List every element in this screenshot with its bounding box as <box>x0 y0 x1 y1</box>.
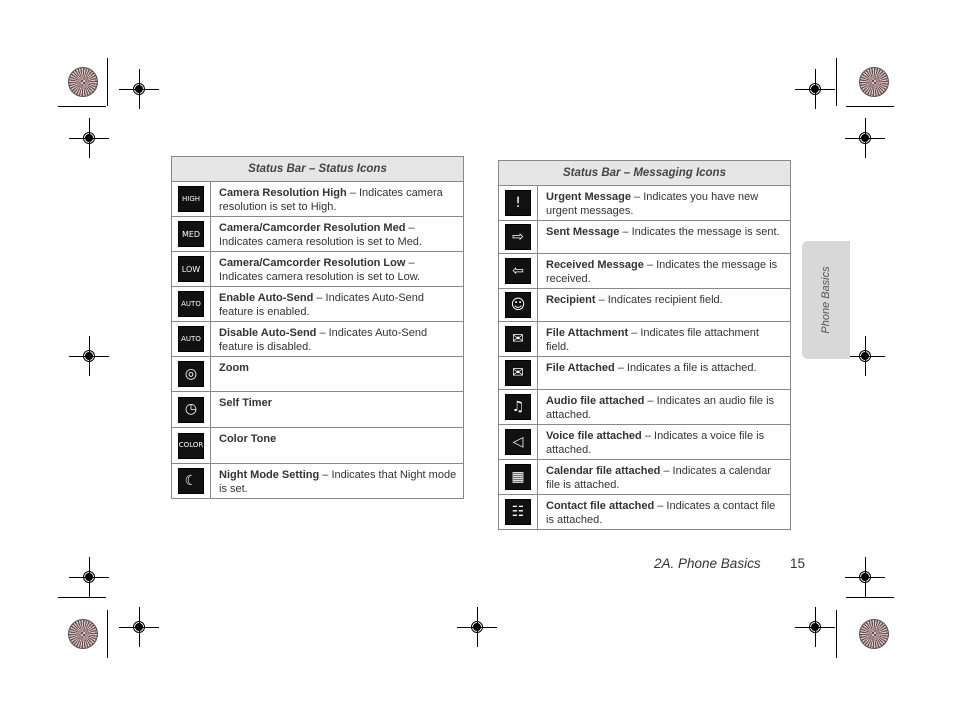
term-description: – Indicates a calendar file is attached. <box>546 465 772 491</box>
status-glyph-icon: MED <box>178 221 204 247</box>
crosshair-icon <box>69 336 109 376</box>
term-description: – Indicates camera resolution is set to High. <box>219 187 443 213</box>
description-cell <box>211 182 464 217</box>
table-header: Status Bar – Messaging Icons <box>499 161 791 186</box>
term-label: Color Tone <box>219 433 277 445</box>
icon-cell <box>172 464 211 499</box>
crosshair-icon <box>795 607 835 647</box>
description-cell <box>211 428 464 464</box>
status-glyph-icon: COLOR <box>178 433 204 459</box>
term-label: Sent Message <box>546 226 620 238</box>
crosshair-icon <box>845 557 885 597</box>
description-cell <box>211 287 464 322</box>
icon-cell <box>499 495 538 530</box>
term-description: – Indicates camera resolution is set to Low. <box>219 257 421 283</box>
status-glyph-icon: ✉ <box>505 326 531 352</box>
icon-cell <box>499 322 538 357</box>
icon-cell <box>172 392 211 428</box>
description-cell <box>538 460 791 495</box>
status-glyph-icon: ⇦ <box>505 258 531 284</box>
status-glyph-icon: LOW <box>178 256 204 282</box>
crosshair-icon <box>119 607 159 647</box>
table-row <box>499 425 791 460</box>
status-glyph-icon: ⇨ <box>505 224 531 250</box>
registration-disc-icon <box>859 619 889 649</box>
table-row <box>499 186 791 221</box>
term-label: Camera/Camcorder Resolution Med <box>219 222 406 234</box>
table-row <box>499 390 791 425</box>
status-glyph-icon: ♫ <box>505 394 531 420</box>
table-row <box>172 322 464 357</box>
registration-disc-icon <box>68 619 98 649</box>
term-label: Disable Auto-Send <box>219 327 317 339</box>
term-label: Audio file attached <box>546 395 645 407</box>
term-description: – Indicates a contact file is attached. <box>546 500 776 526</box>
registration-disc-icon <box>68 67 98 97</box>
icon-cell <box>499 221 538 254</box>
term-description: – Indicates that Night mode is set. <box>219 469 457 495</box>
status-glyph-icon: ☷ <box>505 499 531 525</box>
term-description: – Indicates you have new urgent messages. <box>546 191 759 217</box>
description-cell <box>538 357 791 390</box>
side-tab-label: Phone Basics <box>820 266 832 334</box>
table-row <box>172 252 464 287</box>
table-row <box>172 357 464 392</box>
table-row <box>172 182 464 217</box>
description-cell <box>211 322 464 357</box>
icon-cell <box>499 186 538 221</box>
crosshair-icon <box>457 607 497 647</box>
term-label: Contact file attached <box>546 500 655 512</box>
table-row <box>499 289 791 322</box>
icon-cell <box>499 460 538 495</box>
crosshair-icon <box>69 118 109 158</box>
term-label: Received Message <box>546 259 644 271</box>
icon-cell <box>499 425 538 460</box>
table-header: Status Bar – Status Icons <box>172 157 464 182</box>
description-cell <box>211 357 464 392</box>
description-cell <box>538 221 791 254</box>
table-row <box>499 254 791 289</box>
footer-section-title: 2A. Phone Basics <box>654 556 761 571</box>
term-label: File Attached <box>546 362 615 374</box>
page-number: 15 <box>790 556 806 571</box>
description-cell <box>211 392 464 428</box>
registration-disc-icon <box>859 67 889 97</box>
crosshair-icon <box>795 69 835 109</box>
description-cell <box>211 464 464 499</box>
description-cell <box>211 252 464 287</box>
term-description: – Indicates Auto-Send feature is enabled. <box>219 292 425 318</box>
term-label: Night Mode Setting <box>219 469 320 481</box>
table-row <box>499 322 791 357</box>
status-glyph-icon: HIGH <box>178 186 204 212</box>
section-side-tab <box>802 241 850 359</box>
term-description: – Indicates a voice file is attached. <box>546 430 765 456</box>
description-cell <box>538 186 791 221</box>
status-glyph-icon: AUTO <box>178 291 204 317</box>
status-glyph-icon: ◁ <box>505 429 531 455</box>
icon-cell <box>172 322 211 357</box>
term-label: File Attachment <box>546 327 629 339</box>
term-label: Urgent Message <box>546 191 631 203</box>
description-cell <box>538 390 791 425</box>
status-glyph-icon: ▦ <box>505 464 531 490</box>
table-row <box>499 495 791 530</box>
status-glyph-icon: ☾ <box>178 468 204 494</box>
table-row <box>172 287 464 322</box>
description-cell <box>538 425 791 460</box>
term-description: – Indicates the message is sent. <box>619 226 780 238</box>
icon-cell <box>499 289 538 322</box>
status-glyph-icon: ◎ <box>178 361 204 387</box>
term-label: Camera Resolution High <box>219 187 347 199</box>
crosshair-icon <box>845 336 885 376</box>
icon-cell <box>172 182 211 217</box>
icon-cell <box>499 390 538 425</box>
term-label: Enable Auto-Send <box>219 292 314 304</box>
term-label: Zoom <box>219 362 249 374</box>
status-glyph-icon: ! <box>505 190 531 216</box>
table-row <box>499 221 791 254</box>
status-glyph-icon: ◷ <box>178 397 204 423</box>
icon-cell <box>172 428 211 464</box>
crosshair-icon <box>119 69 159 109</box>
table-row <box>172 392 464 428</box>
status-glyph-icon: ☺ <box>505 292 531 318</box>
term-description: – Indicates recipient field. <box>595 294 723 306</box>
crosshair-icon <box>69 557 109 597</box>
term-description: – Indicates Auto-Send feature is disabled. <box>219 327 428 353</box>
description-cell <box>538 495 791 530</box>
icon-cell <box>172 287 211 322</box>
term-label: Camera/Camcorder Resolution Low <box>219 257 406 269</box>
icon-cell <box>172 357 211 392</box>
status-glyph-icon: ✉ <box>505 360 531 386</box>
icon-cell <box>499 254 538 289</box>
icon-cell <box>499 357 538 390</box>
term-description: – Indicates file attachment field. <box>546 327 759 353</box>
messaging-icons-table <box>498 160 791 530</box>
table-row <box>172 217 464 252</box>
term-description: – Indicates a file is attached. <box>614 362 757 374</box>
term-label: Recipient <box>546 294 596 306</box>
icon-cell <box>172 217 211 252</box>
description-cell <box>538 322 791 357</box>
description-cell <box>538 254 791 289</box>
term-label: Self Timer <box>219 397 272 409</box>
status-icons-table <box>171 156 464 499</box>
description-cell <box>538 289 791 322</box>
table-row <box>172 428 464 464</box>
table-row <box>499 357 791 390</box>
term-label: Calendar file attached <box>546 465 661 477</box>
icon-cell <box>172 252 211 287</box>
table-row <box>499 460 791 495</box>
term-description: – Indicates camera resolution is set to Med. <box>219 222 422 248</box>
term-label: Voice file attached <box>546 430 642 442</box>
status-glyph-icon: AUTO <box>178 326 204 352</box>
crosshair-icon <box>845 118 885 158</box>
table-row <box>172 464 464 499</box>
term-description: – Indicates the message is received. <box>546 259 778 285</box>
description-cell <box>211 217 464 252</box>
term-description: – Indicates an audio file is attached. <box>546 395 775 421</box>
